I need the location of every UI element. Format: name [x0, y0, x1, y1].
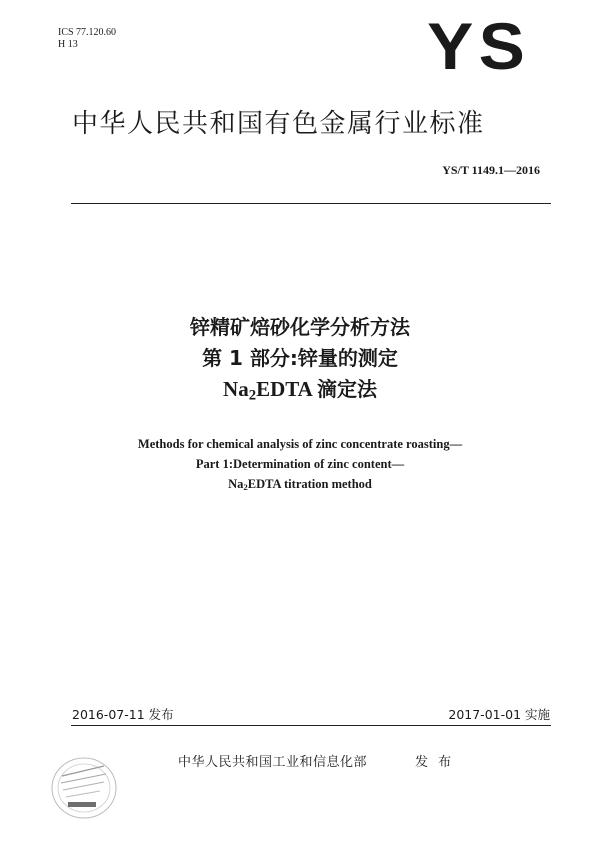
- cn-title-line-3: [0, 374, 600, 405]
- issue-date: 2016-07-11 发布: [72, 707, 174, 722]
- issue-label: 发 布: [415, 755, 455, 770]
- en-title-line-3-prefix: Na: [228, 477, 244, 491]
- ccs-code: H 13: [58, 39, 78, 50]
- chinese-title-block: [0, 312, 600, 405]
- en-title-line-3: [0, 474, 600, 494]
- en-title-line-3-rest: EDTA titration method: [247, 477, 372, 491]
- english-title-block: [0, 434, 600, 494]
- cn-title-line-2: 第 1 部分:锌量的测定: [202, 346, 398, 370]
- cn-title-line-1: 锌精矿焙砂化学分析方法: [190, 315, 410, 339]
- cn-title-line-3-prefix: Na: [223, 377, 249, 401]
- issuing-authority: 中华人民共和国工业和信息化部: [178, 755, 368, 770]
- ics-code: ICS 77.120.60: [58, 27, 117, 38]
- cn-title-line-3-subscript: 2: [248, 387, 257, 404]
- bottom-divider: [71, 725, 551, 726]
- standard-category-title: 中华人民共和国有色金属行业标准: [72, 109, 485, 139]
- top-divider: [71, 203, 551, 204]
- implementation-date: 2017-01-01 实施: [448, 707, 550, 722]
- cn-title-line-3-latin: EDTA: [256, 377, 317, 401]
- ys-logo: YS: [427, 9, 530, 83]
- en-title-line-3-subscript: 2: [243, 482, 248, 493]
- cn-title-line-3-cjk: 滴定法: [316, 377, 377, 401]
- standard-number: YS/T 1149.1—2016: [442, 163, 540, 177]
- en-title-line-1: Methods for chemical analysis of zinc concentrate roasting—: [137, 437, 463, 451]
- en-title-line-2: Part 1:Determination of zinc content—: [195, 457, 405, 471]
- stamp-seal-icon: [46, 752, 122, 824]
- classification-codes: [58, 27, 116, 51]
